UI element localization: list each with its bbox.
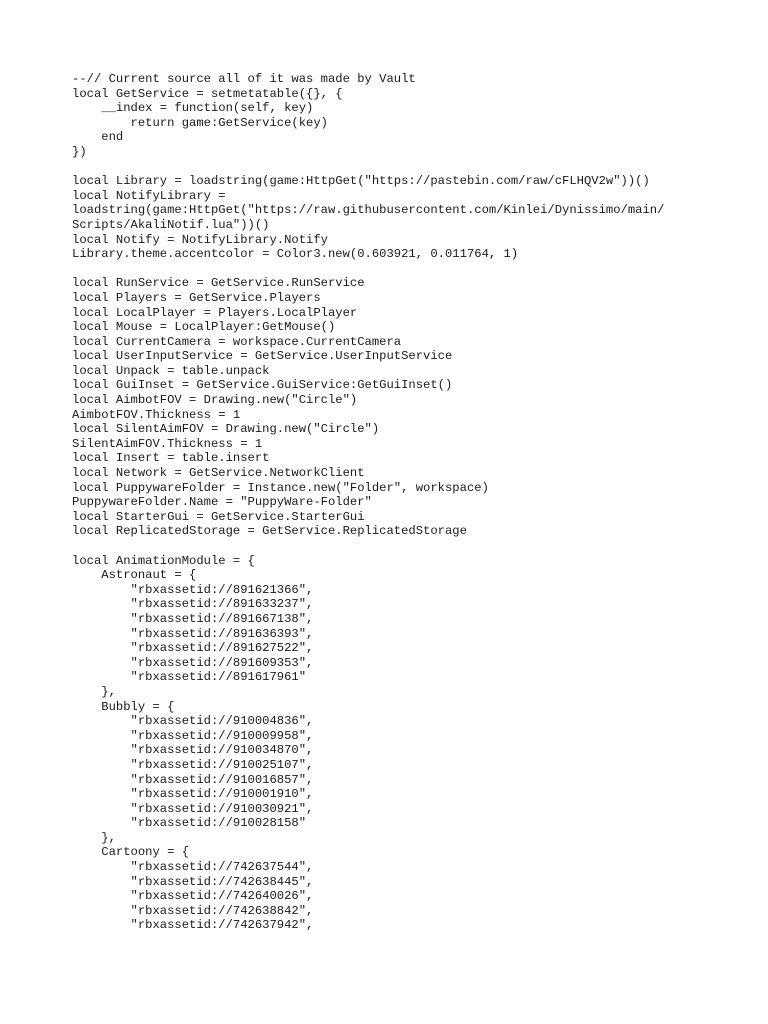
code-line: local Unpack = table.unpack: [72, 363, 270, 378]
code-line: "rbxassetid://910001910",: [72, 787, 314, 802]
code-line: PuppywareFolder.Name = "PuppyWare-Folder": [72, 495, 372, 510]
code-line: local GetService = setmetatable({}, {: [72, 86, 343, 101]
code-line: local NotifyLibrary =: [72, 188, 226, 203]
code-line: "rbxassetid://910028158": [72, 816, 307, 831]
code-line: Scripts/AkaliNotif.lua"))(): [72, 217, 270, 232]
code-line: },: [72, 830, 116, 845]
code-line: "rbxassetid://891627522",: [72, 641, 314, 656]
code-line: local CurrentCamera = workspace.CurrentCamera: [72, 334, 402, 349]
code-line: AimbotFOV.Thickness = 1: [72, 407, 241, 422]
code-line: Cartoony = {: [72, 845, 190, 860]
code-line: local StarterGui = GetService.StarterGui: [72, 509, 365, 524]
code-line: local AimbotFOV = Drawing.new("Circle"): [72, 393, 358, 408]
code-line: [72, 262, 712, 277]
code-line: "rbxassetid://742638842",: [72, 903, 314, 918]
code-line: return game:GetService(key): [72, 115, 328, 130]
code-line: "rbxassetid://910034870",: [72, 743, 314, 758]
code-line: local Network = GetService.NetworkClient: [72, 466, 365, 481]
code-line: loadstring(game:HttpGet("https://raw.githubusercontent.com/Kinlei/Dynissimo/main/: [72, 203, 665, 218]
code-line: --// Current source all of it was made by Vault: [72, 72, 416, 86]
code-line: "rbxassetid://891617961": [72, 670, 307, 685]
code-line: "rbxassetid://742640026",: [72, 889, 314, 904]
code-line: "rbxassetid://891667138",: [72, 611, 314, 626]
code-line: "rbxassetid://742637942",: [72, 918, 314, 933]
code-line: "rbxassetid://910025107",: [72, 757, 314, 772]
code-line: "rbxassetid://742638445",: [72, 874, 314, 889]
code-line: SilentAimFOV.Thickness = 1: [72, 436, 263, 451]
code-line: local Insert = table.insert: [72, 451, 270, 466]
code-line: local UserInputService = GetService.UserInputService: [72, 349, 453, 364]
code-line: Astronaut = {: [72, 568, 197, 583]
code-line: local GuiInset = GetService.GuiService:GetGuiInset(): [72, 378, 453, 393]
code-line: local Library = loadstring(game:HttpGet("https://pastebin.com/raw/cFLHQV2w"))(): [72, 174, 650, 189]
code-line: local SilentAimFOV = Drawing.new("Circle"): [72, 422, 380, 437]
code-line: }): [72, 144, 87, 159]
code-line: [72, 160, 712, 175]
code-line: "rbxassetid://910009958",: [72, 728, 314, 743]
code-line: local Players = GetService.Players: [72, 290, 321, 305]
code-line: },: [72, 684, 116, 699]
code-line: "rbxassetid://910004836",: [72, 714, 314, 729]
code-line: local Notify = NotifyLibrary.Notify: [72, 232, 328, 247]
code-line: local PuppywareFolder = Instance.new("Folder", workspace): [72, 480, 489, 495]
code-line: Bubbly = {: [72, 699, 175, 714]
code-line: end: [72, 130, 124, 145]
code-block: [72, 72, 712, 933]
code-line: local ReplicatedStorage = GetService.ReplicatedStorage: [72, 524, 467, 539]
code-line: local Mouse = LocalPlayer:GetMouse(): [72, 320, 336, 335]
code-line: local LocalPlayer = Players.LocalPlayer: [72, 305, 358, 320]
code-line: __index = function(self, key): [72, 101, 314, 116]
code-line: "rbxassetid://910030921",: [72, 801, 314, 816]
code-line: "rbxassetid://891636393",: [72, 626, 314, 641]
code-line: Library.theme.accentcolor = Color3.new(0.603921, 0.011764, 1): [72, 247, 519, 262]
code-line: local RunService = GetService.RunService: [72, 276, 365, 291]
code-line: "rbxassetid://891621366",: [72, 582, 314, 597]
code-line: "rbxassetid://891633237",: [72, 597, 314, 612]
code-line: local AnimationModule = {: [72, 553, 255, 568]
code-line: "rbxassetid://742637544",: [72, 860, 314, 875]
code-line: "rbxassetid://910016857",: [72, 772, 314, 787]
code-line: "rbxassetid://891609353",: [72, 655, 314, 670]
code-line: [72, 539, 712, 554]
